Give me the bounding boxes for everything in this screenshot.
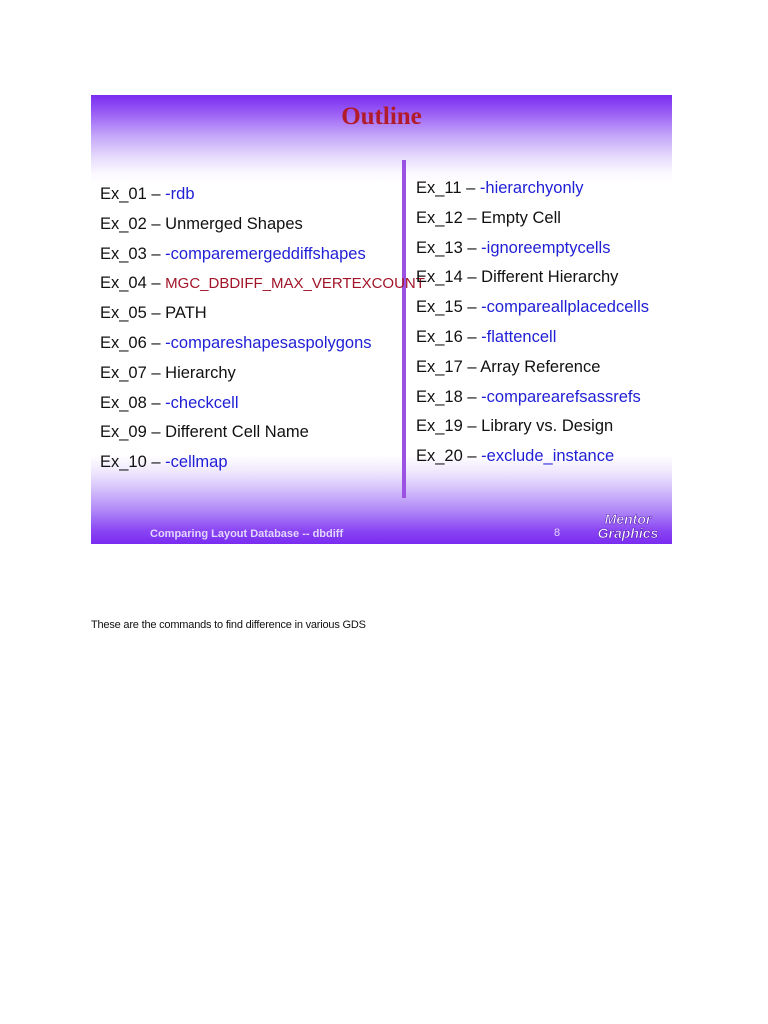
outline-item-separator: – xyxy=(146,185,166,203)
outline-item xyxy=(416,267,649,297)
outline-item-command: Unmerged Shapes xyxy=(165,214,303,233)
outline-item-separator: – xyxy=(462,387,482,406)
outline-item-id: Ex_19 xyxy=(416,417,463,436)
outline-item-id: Ex_04 xyxy=(100,274,147,293)
outline-item-id: Ex_05 xyxy=(100,304,147,323)
outline-item-command: Different Hierarchy xyxy=(481,268,619,287)
outline-item-id: Ex_03 xyxy=(100,244,147,263)
outline-item-id: Ex_18 xyxy=(416,387,463,406)
outline-item xyxy=(416,416,649,446)
outline-item xyxy=(416,387,649,417)
slide-image xyxy=(91,95,672,544)
outline-item xyxy=(100,333,425,363)
outline-item-separator: – xyxy=(462,268,482,287)
outline-item-separator: – xyxy=(462,298,482,317)
outline-item-command: -comparemergeddiffshapes xyxy=(165,244,366,263)
outline-item-command: -rdb xyxy=(165,185,195,203)
outline-item-command: -hierarchyonly xyxy=(479,179,584,197)
outline-item xyxy=(100,184,425,214)
outline-item-id: Ex_02 xyxy=(100,214,147,233)
outline-item-id: Ex_16 xyxy=(416,327,463,346)
outline-item xyxy=(416,446,649,476)
slide-title: Outline xyxy=(341,103,422,130)
outline-item xyxy=(100,273,425,303)
outline-item-separator: – xyxy=(146,393,166,412)
outline-item-id: Ex_10 xyxy=(100,453,147,472)
outline-item-id: Ex_09 xyxy=(100,423,147,442)
logo-line-2: Graphics xyxy=(597,525,659,541)
outline-item xyxy=(100,393,425,423)
outline-item xyxy=(100,422,425,452)
outline-item-command: -comparearefsassrefs xyxy=(481,387,641,406)
outline-item-command: -exclude_instance xyxy=(481,447,615,466)
outline-item xyxy=(416,208,649,238)
outline-item-id: Ex_17 xyxy=(416,357,463,376)
outline-item-command: MGC_DBDIFF_MAX_VERTEXCOUNT xyxy=(165,275,425,293)
slide-footer: Comparing Layout Database -- dbdiff xyxy=(150,528,344,540)
outline-item-command: Library vs. Design xyxy=(481,417,614,436)
outline-item-command: PATH xyxy=(165,304,207,323)
outline-item-separator: – xyxy=(146,274,166,293)
outline-item-separator: – xyxy=(146,363,166,382)
outline-item xyxy=(416,357,649,387)
outline-item-id: Ex_14 xyxy=(416,268,463,287)
outline-item-separator: – xyxy=(146,333,166,352)
outline-item-id: Ex_06 xyxy=(100,333,147,352)
outline-item-command: Array Reference xyxy=(480,357,601,376)
outline-item xyxy=(416,327,649,357)
caption-text: These are the commands to find difference in various GDS xyxy=(91,619,366,631)
outline-item-id: Ex_15 xyxy=(416,298,463,317)
outline-item xyxy=(416,238,649,268)
outline-item-separator: – xyxy=(462,238,482,257)
mentor-graphics-logo xyxy=(587,511,669,541)
outline-item-command: -flattencell xyxy=(481,327,557,346)
outline-item-separator: – xyxy=(462,417,482,436)
outline-item-command: -ignoreemptycells xyxy=(481,238,611,257)
outline-item-id: Ex_11 xyxy=(416,179,462,197)
outline-item-command: -cellmap xyxy=(165,453,228,472)
outline-item-separator: – xyxy=(146,214,166,233)
outline-item-separator: – xyxy=(461,179,480,197)
outline-item-id: Ex_12 xyxy=(416,208,463,227)
outline-item-command: -checkcell xyxy=(165,393,239,412)
outline-item-separator: – xyxy=(462,447,482,466)
outline-item-id: Ex_01 xyxy=(100,185,147,203)
slide-page-number: 8 xyxy=(554,527,561,539)
outline-item-command: Hierarchy xyxy=(165,363,236,382)
outline-item-id: Ex_13 xyxy=(416,238,463,257)
left-column xyxy=(100,184,425,482)
outline-item-separator: – xyxy=(146,423,166,442)
outline-item-separator: – xyxy=(146,244,166,263)
outline-item-separator: – xyxy=(146,453,166,472)
outline-item-command: -compareshapesaspolygons xyxy=(165,333,372,352)
outline-item-separator: – xyxy=(146,304,166,323)
outline-item-separator: – xyxy=(462,327,482,346)
outline-item-separator: – xyxy=(462,357,481,376)
outline-item xyxy=(416,178,649,208)
outline-item xyxy=(100,214,425,244)
right-column xyxy=(416,178,649,476)
outline-item xyxy=(416,297,649,327)
outline-item xyxy=(100,363,425,393)
logo-line-1: Mentor xyxy=(604,511,652,527)
outline-item-command: Empty Cell xyxy=(481,208,561,227)
outline-item xyxy=(100,452,425,482)
outline-item-id: Ex_20 xyxy=(416,447,463,466)
outline-item-command: Different Cell Name xyxy=(165,423,309,442)
outline-item-id: Ex_07 xyxy=(100,363,147,382)
outline-item xyxy=(100,244,425,274)
outline-item-id: Ex_08 xyxy=(100,393,147,412)
outline-item xyxy=(100,303,425,333)
outline-item-command: -compareallplacedcells xyxy=(481,298,649,317)
outline-item-separator: – xyxy=(462,208,482,227)
